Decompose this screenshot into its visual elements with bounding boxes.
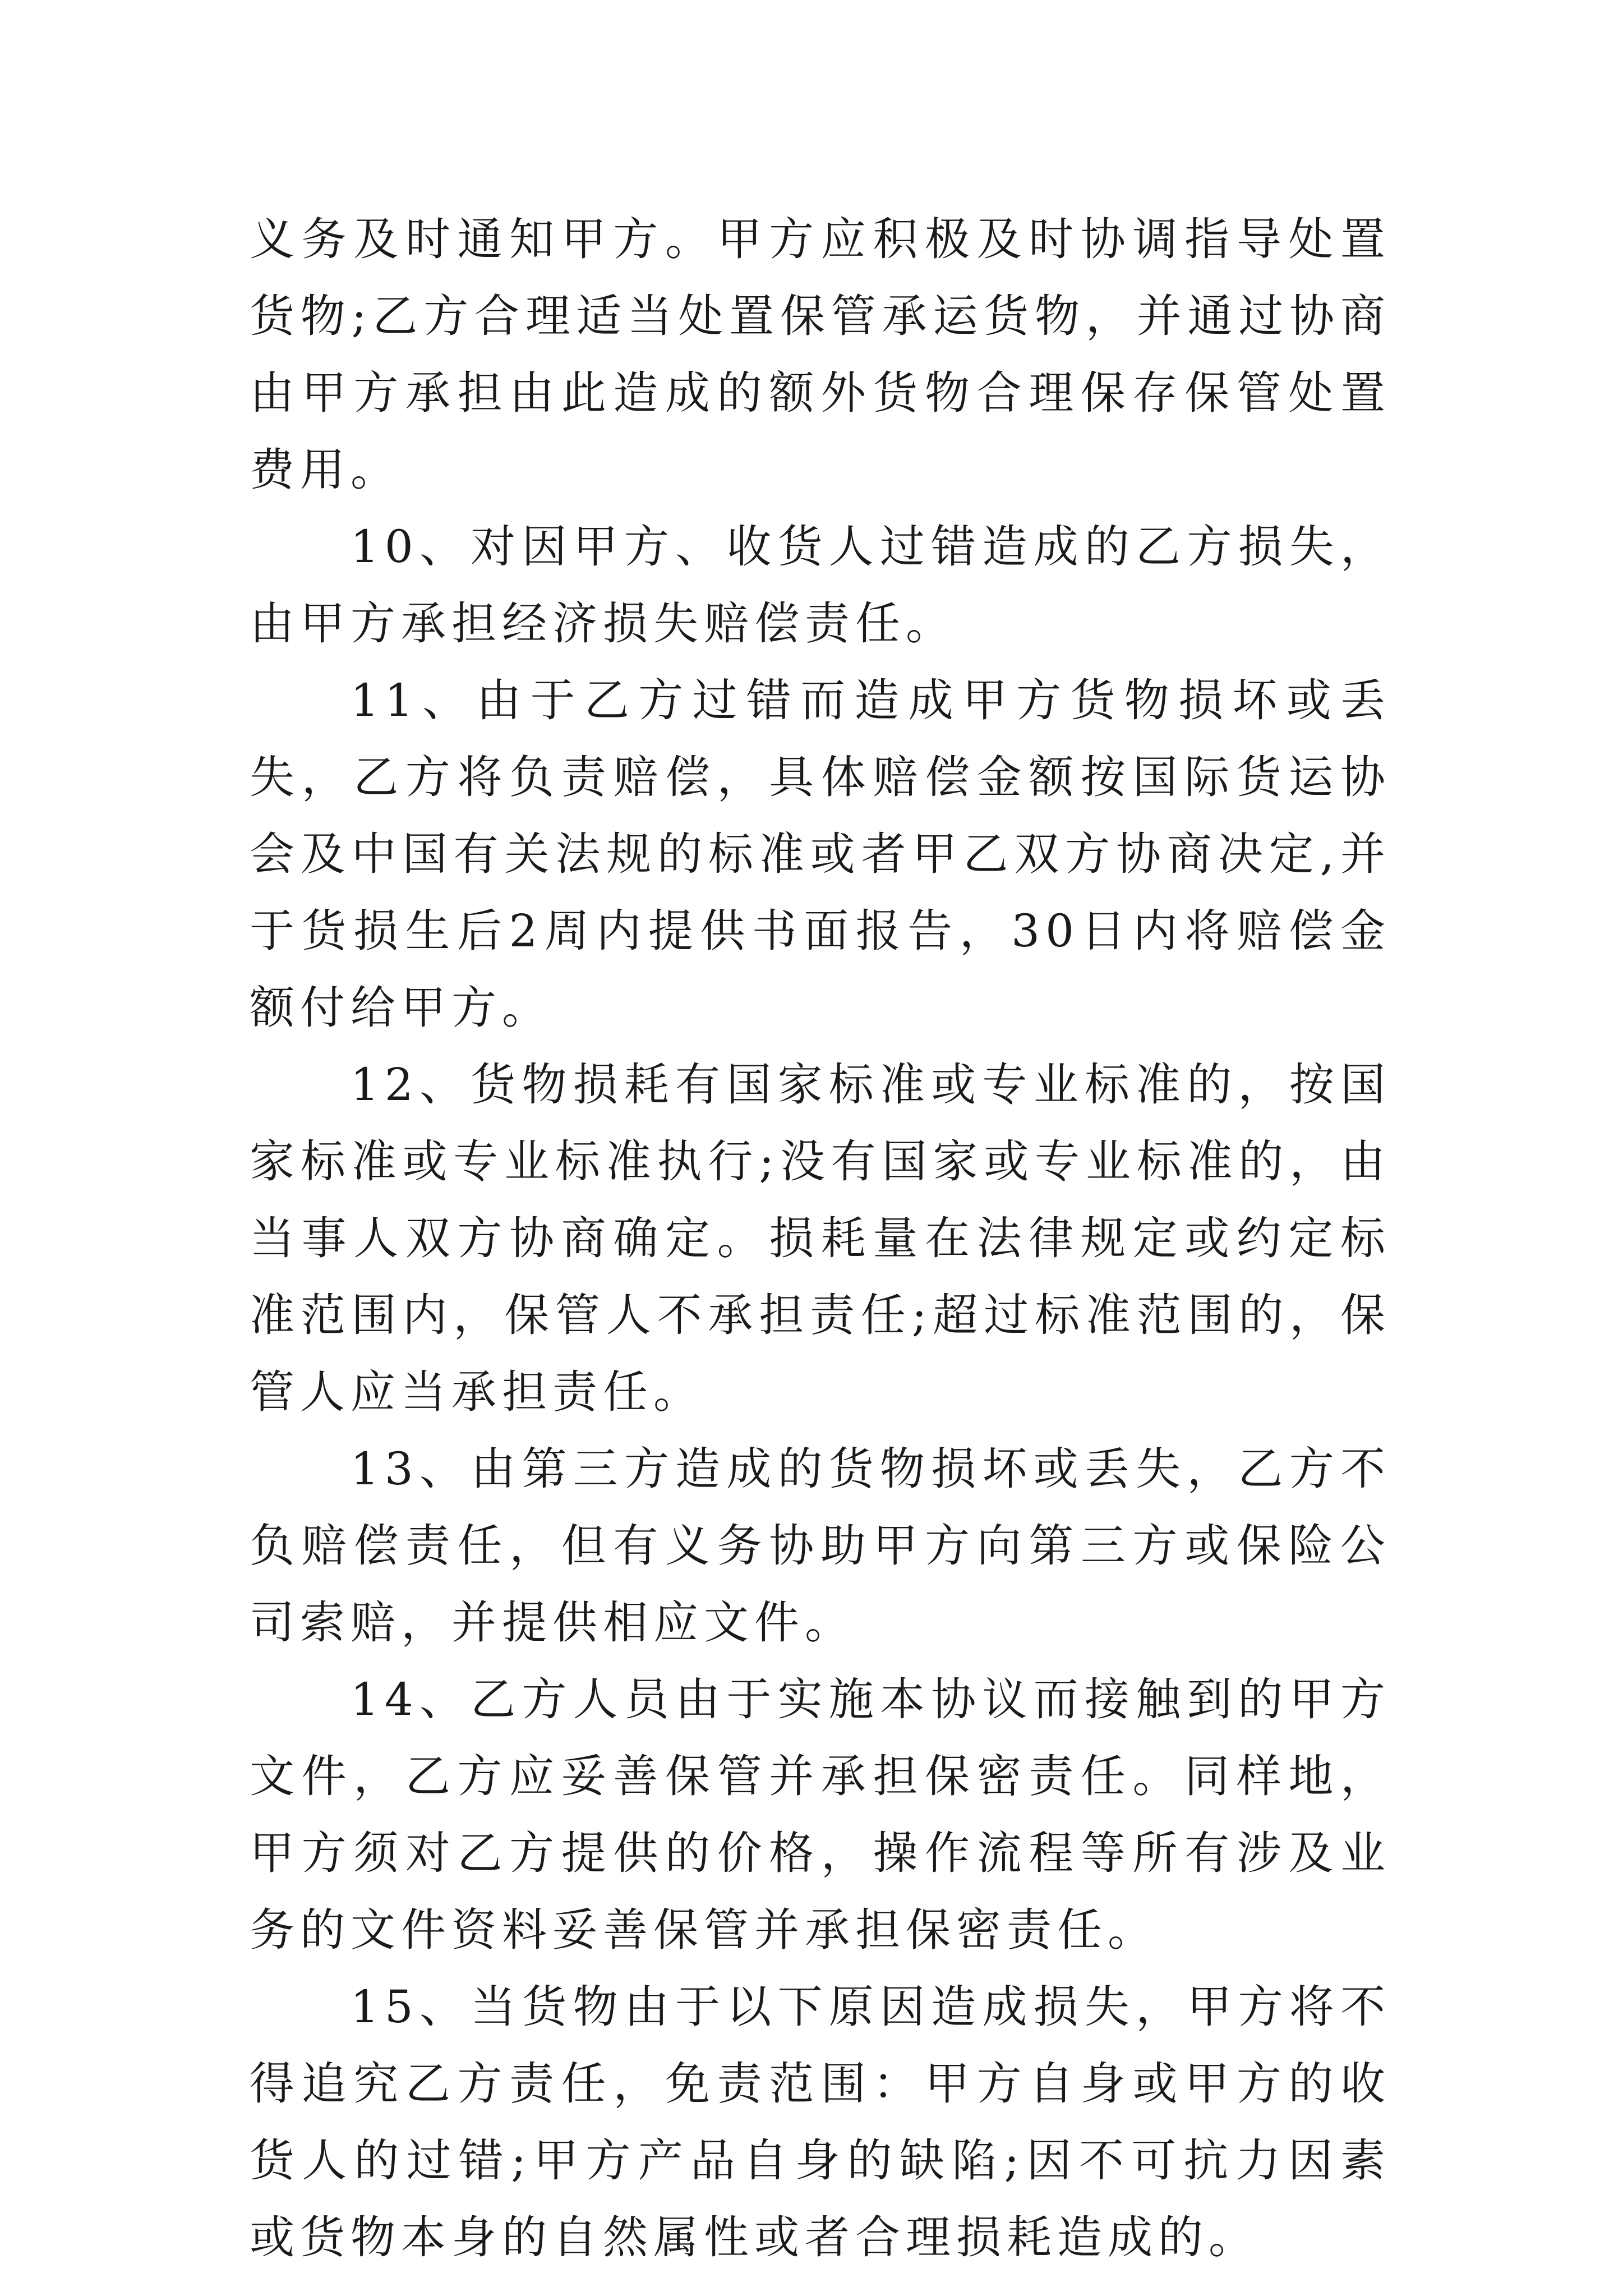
paragraph-clause-12: 12、货物损耗有国家标准或专业标准的，按国家标准或专业标准执行;没有国家或专业标准的，由当事人双方协商确定。损耗量在法律规定或约定标准范围内，保管人不承担责任;超过标准范围的，保管人应当承担责任。 [250,1059,1391,1418]
paragraph-clause-15: 15、当货物由于以下原因造成损失，甲方将不得追究乙方责任，免责范围：甲方自身或甲方的收货人的过错;甲方产品自身的缺陷;因不可抗力因素或货物本身的自然属性或者合理损耗造成的。 [250,1981,1391,2263]
paragraph-clause-11: 11、由于乙方过错而造成甲方货物损坏或丢失，乙方将负责赔偿，具体赔偿金额按国际货运协会及中国有关法规的标准或者甲乙双方协商决定,并于货损生后2周内提供书面报告，30日内将赔偿金额付给甲方。 [250,674,1391,1034]
paragraph-clause-14: 14、乙方人员由于实施本协议而接触到的甲方文件，乙方应妥善保管并承担保密责任。同样地，甲方须对乙方提供的价格，操作流程等所有涉及业务的文件资料妥善保管并承担保密责任。 [250,1673,1391,1956]
paragraph-clause-13: 13、由第三方造成的货物损坏或丢失，乙方不负赔偿责任，但有义务协助甲方向第三方或保险公司索赔，并提供相应文件。 [250,1443,1391,1649]
paragraph-clause-10: 10、对因甲方、收货人过错造成的乙方损失，由甲方承担经济损失赔偿责任。 [250,521,1391,650]
document-body [250,201,1391,2276]
paragraph-continuation: 义务及时通知甲方。甲方应积极及时协调指导处置货物;乙方合理适当处置保管承运货物，并通过协商由甲方承担由此造成的额外货物合理保存保管处置费用。 [250,213,1391,496]
